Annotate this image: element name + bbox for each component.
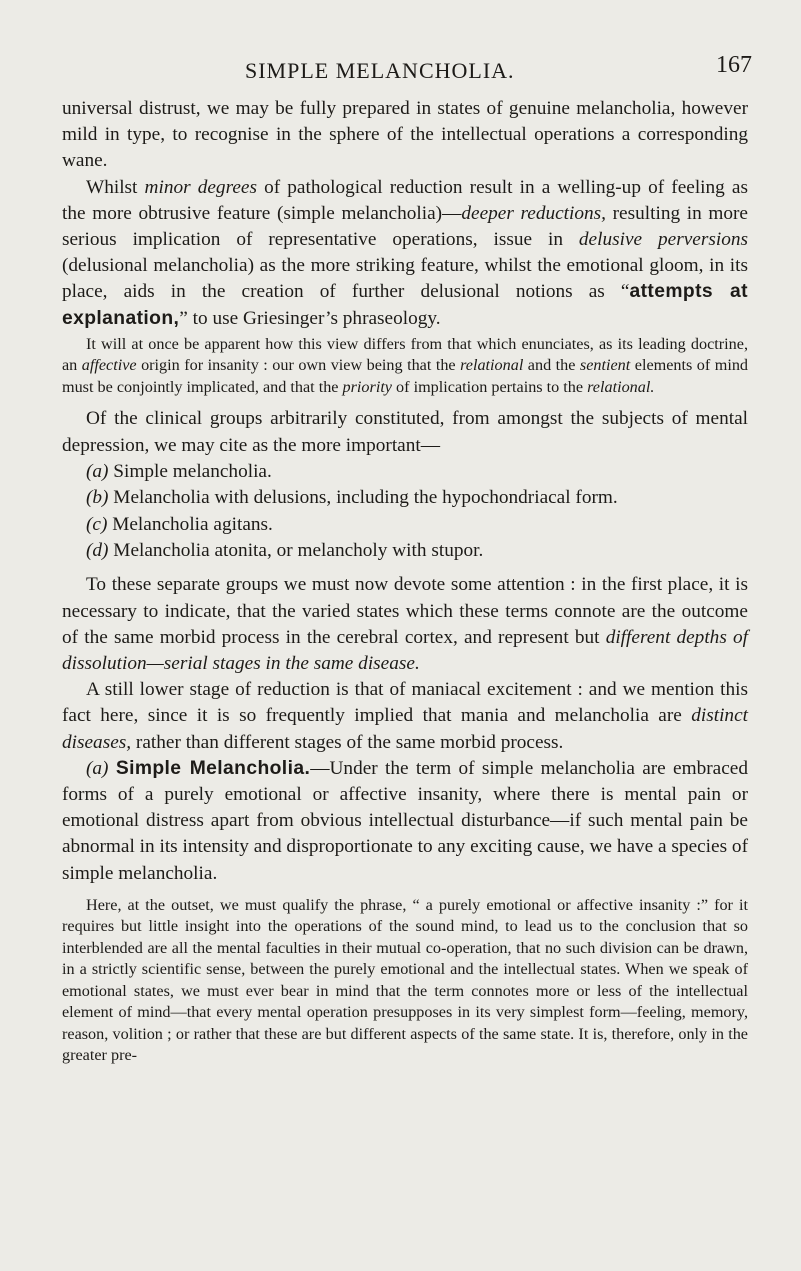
text-run: To these separate groups we must now devote some attention : in the first place, it is necessary to indicate, that the varied states which these terms connote are the outcome of the same morbid process in the cerebral cortex, and represent but bbox=[62, 574, 748, 648]
list-marker: (a) bbox=[86, 460, 109, 482]
emphasis: affective bbox=[81, 356, 137, 375]
list-marker: (c) bbox=[86, 513, 108, 535]
text-run: It will at once be apparent how this view differs from that which enunciates, as its leading doctrine, an bbox=[62, 334, 748, 375]
text-run: —Under the term of simple melancholia are embraced forms of a purely emotional or affective insanity, where there is mental pain or emotional distress apart from obvious intellectual disturbance—if such mental pain be abnormal in its intensity and disproportionate to any exciting cause, we have a species of simple melancholia. bbox=[62, 757, 748, 884]
text-run: resulting in more serious implication of representative operations, issue in bbox=[62, 202, 748, 251]
small-print-qualification: Here, at the outset, we must qualify the phrase, “ a purely emotional or affective insanity :” for it requires but little insight into the operations of the sound mind, to lead us to the conclusion that so interblended are all the mental faculties in their mutual co-operation, that no such division can be drawn, in a strictly scientific sense, between the purely emotional and the intellectual states. When we speak of emotional states, we must ever bear in mind that the term connotes more or less of the intellectual element of mind—that every mental operation presupposes in its very simplest form—feeling, memory, reason, volition ; or rather that these are but different aspects of the same state. It is, therefore, only in the greater pre- bbox=[62, 895, 748, 1065]
paragraph-clinical-groups: Of the clinical groups arbitrarily constituted, from amongst the subjects of mental depression, we may cite as the more important— bbox=[62, 408, 748, 456]
paragraph-separate-groups bbox=[62, 572, 748, 677]
clinical-groups-list bbox=[62, 459, 748, 565]
paragraph-continuation: universal distrust, we may be fully prepared in states of genuine melancholia, however mild in type, to recognise in the sphere of the intellectual operations a corresponding wane. bbox=[62, 98, 748, 172]
emphasis: relational. bbox=[587, 377, 655, 396]
list-item-text: Melancholia with delusions, including the hypochondriacal form. bbox=[108, 487, 618, 509]
text-run: of pathological reduction result in a welling-up of feeling as the more obtrusive feature (simple melancholia)— bbox=[62, 176, 748, 224]
text-run: of implication pertains to the bbox=[392, 377, 588, 396]
small-print-note bbox=[62, 334, 748, 399]
emphasis: sentient bbox=[579, 356, 631, 375]
list-item-text: Simple melancholia. bbox=[108, 460, 272, 482]
text-run: A still lower stage of reduction is that of maniacal excitement : and we mention this fact here, since it is so frequently implied that mania and melancholia are bbox=[62, 679, 748, 727]
list-marker: (d) bbox=[86, 539, 109, 561]
bold-phrase: attempts at explanation, bbox=[62, 281, 748, 329]
emphasis: relational bbox=[460, 356, 524, 375]
text-run: ” to use Griesinger’s phraseology. bbox=[179, 307, 441, 329]
emphasis: minor degrees bbox=[144, 176, 257, 198]
text-run: Whilst bbox=[86, 176, 145, 198]
text-run: rather than different stages of the same morbid process. bbox=[131, 731, 564, 753]
text-run: and the bbox=[523, 356, 580, 375]
list-marker: (b) bbox=[86, 487, 109, 509]
text-run: origin for insanity : our own view being that the bbox=[136, 356, 461, 375]
list-item bbox=[62, 512, 748, 538]
paragraph-maniacal-excitement bbox=[62, 677, 748, 756]
running-head: SIMPLE MELANCHOLIA. bbox=[245, 58, 515, 83]
emphasis: delusive perversions bbox=[578, 229, 748, 251]
page-body bbox=[62, 96, 748, 1067]
text-run: (delusional melancholia) as the more striking feature, whilst the emotional gloom, in its place, aids in the creation of further delusional notions as “ bbox=[62, 255, 748, 303]
list-item-text: Melancholia atonita, or melancholy with stupor. bbox=[108, 539, 484, 561]
list-item-text: Melancholia agitans. bbox=[107, 513, 273, 535]
page-number: 167 bbox=[716, 52, 752, 78]
section-heading: Simple Melancholia. bbox=[115, 757, 311, 779]
page-header bbox=[0, 52, 801, 82]
list-item bbox=[62, 485, 748, 511]
emphasis: distinct diseases, bbox=[62, 705, 748, 753]
emphasis: deeper reductions, bbox=[461, 202, 606, 224]
paragraph-simple-melancholia bbox=[62, 756, 748, 887]
section-marker: (a) bbox=[86, 757, 116, 779]
list-item bbox=[62, 459, 748, 485]
emphasis: priority bbox=[342, 377, 392, 396]
text-run: elements of mind must be conjointly implicated, and that the bbox=[62, 356, 749, 396]
list-item bbox=[62, 538, 748, 564]
paragraph-reductions bbox=[62, 175, 748, 332]
emphasis: different depths of dissolution—serial stages in the same disease. bbox=[62, 626, 748, 674]
